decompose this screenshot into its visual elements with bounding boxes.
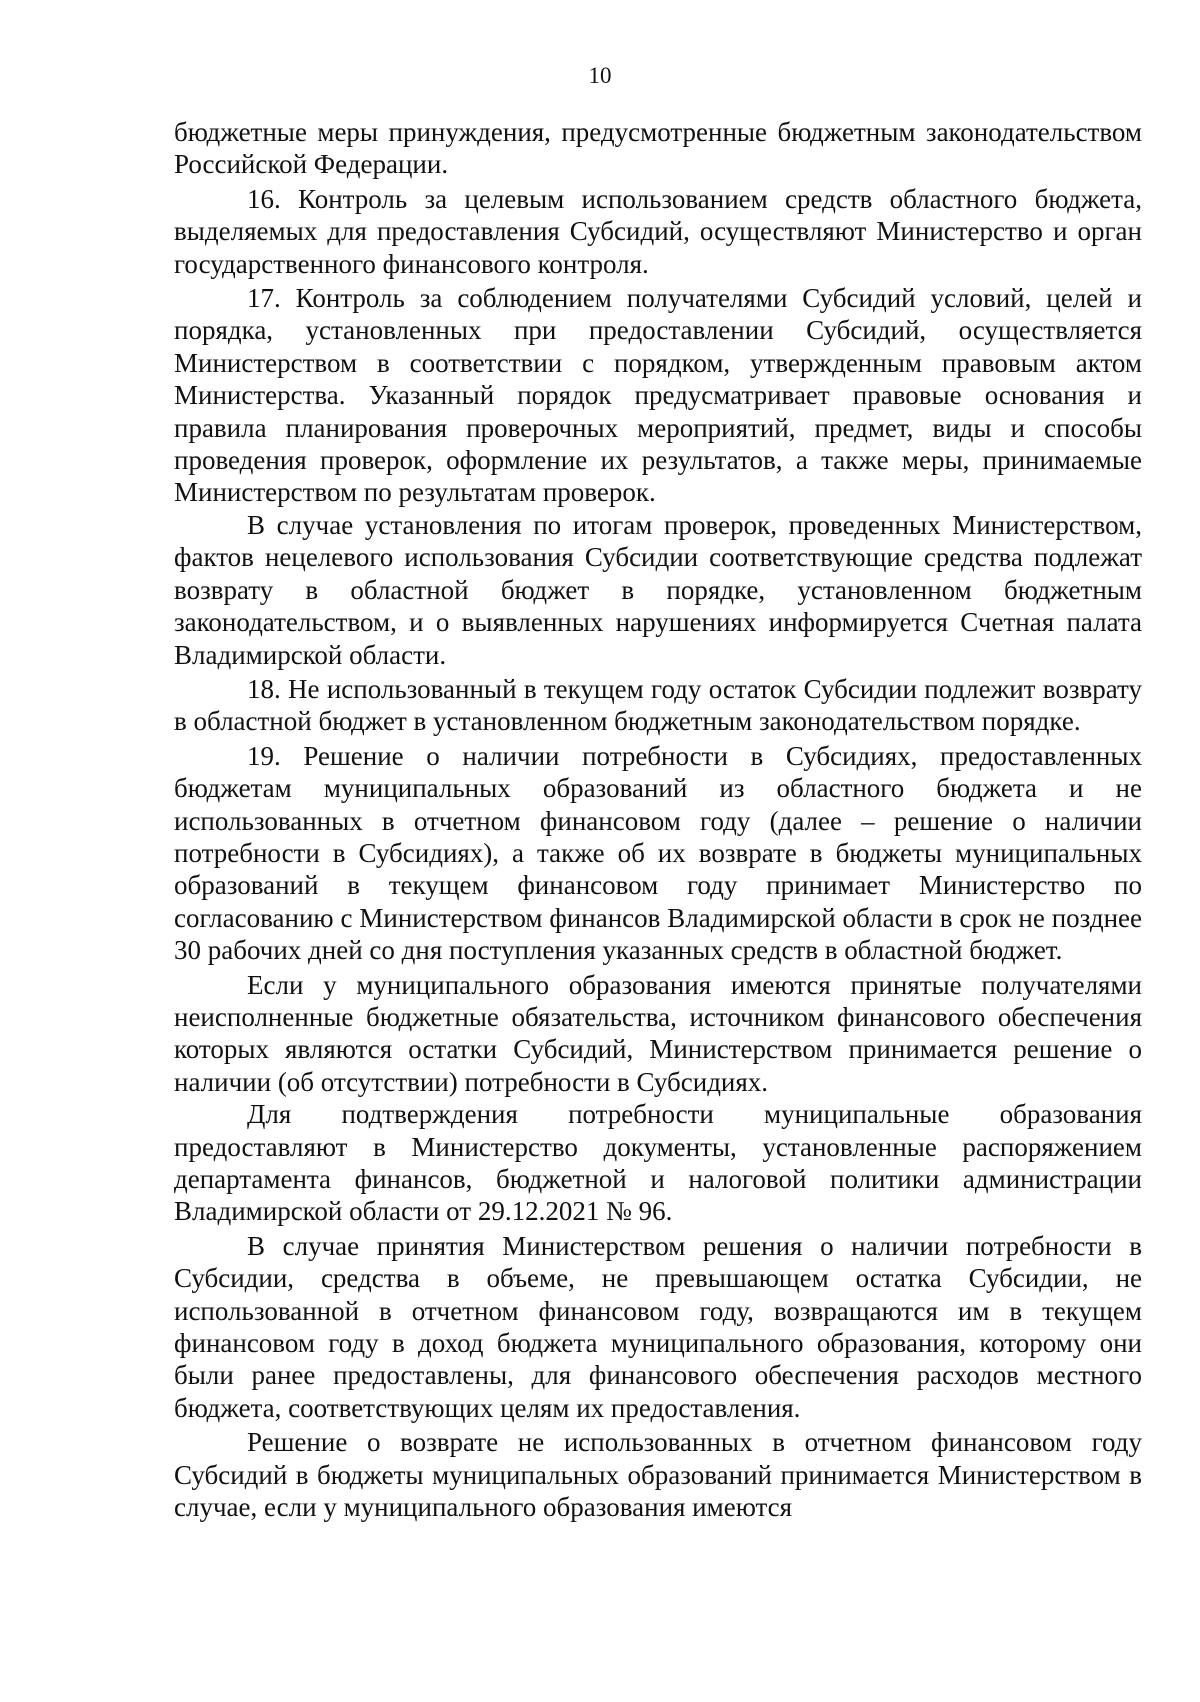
paragraph-18: 18. Не использованный в текущем году остаток Субсидии подлежит возврату в областной бюджет в установленном бюджетным законодательством порядке. — [174, 673, 1142, 737]
document-body — [174, 116, 1142, 1523]
paragraph-16: 16. Контроль за целевым использованием средств областного бюджета, выделяемых для предоставления Субсидий, осуществляют Министерство и орган государственного финансового контроля. — [174, 183, 1142, 279]
paragraph-19-decision: Решение о возврате не использованных в отчетном финансовом году Субсидий в бюджеты муниципальных образований принимается Министерством в случае, если у муниципального образования имеются — [174, 1427, 1142, 1523]
paragraph-19-obligations: Если у муниципального образования имеются принятые получателями неисполненные бюджетные обязательства, источником финансового обеспечения которых являются остатки Субсидий, Министерством принимается решение о наличии (об отсутствии) потребности в Субсидиях. — [174, 969, 1142, 1097]
paragraph-19-documents: Для подтверждения потребности муниципальные образования предоставляют в Министерство документы, установленные распоряжением департамента финансов, бюджетной и налоговой политики администрации Владимирской области от 29.12.2021 № 96. — [174, 1099, 1142, 1227]
page-number: 10 — [588, 63, 612, 88]
paragraph-17: 17. Контроль за соблюдением получателями Субсидий условий, целей и порядка, установленных при предоставлении Субсидий, осуществляется Министерством в соответствии с порядком, утвержденным правовым актом Министерства. Указанный порядок предусматривает правовые основания и правила планирования проверочных мероприятий, предмет, виды и способы проведения проверок, оформление их результатов, а также меры, принимаемые Министерством по результатам проверок. — [174, 283, 1142, 508]
paragraph-19-return: В случае принятия Министерством решения о наличии потребности в Субсидии, средства в объеме, не превышающем остатка Субсидии, не использованной в отчетном финансовом году, возвращаются им в текущем финансовом году в доход бюджета муниципального образования, которому они были ранее предоставлены, для финансового обеспечения расходов местного бюджета, соответствующих целям их предоставления. — [174, 1230, 1142, 1423]
paragraph-continuation: бюджетные меры принуждения, предусмотренные бюджетным законодательством Российской Федерации. — [174, 117, 1142, 180]
paragraph-19: 19. Решение о наличии потребности в Субсидиях, предоставленных бюджетам муниципальных образований из областного бюджета и не использованных в отчетном финансовом году (далее – решение о наличии потребности в Субсидиях), а также об их возврате в бюджеты муниципальных образований в текущем финансовом году принимает Министерство по согласованию с Министерством финансов Владимирской области в срок не позднее 30 рабочих дней со дня поступления указанных средств в областной бюджет. — [174, 740, 1142, 966]
paragraph-17-violations: В случае установления по итогам проверок, проведенных Министерством, фактов нецелевого использования Субсидии соответствующие средства подлежат возврату в областной бюджет в порядке, установленном бюджетным законодательством, и о выявленных нарушениях информируется Счетная палата Владимирской области. — [174, 509, 1142, 670]
